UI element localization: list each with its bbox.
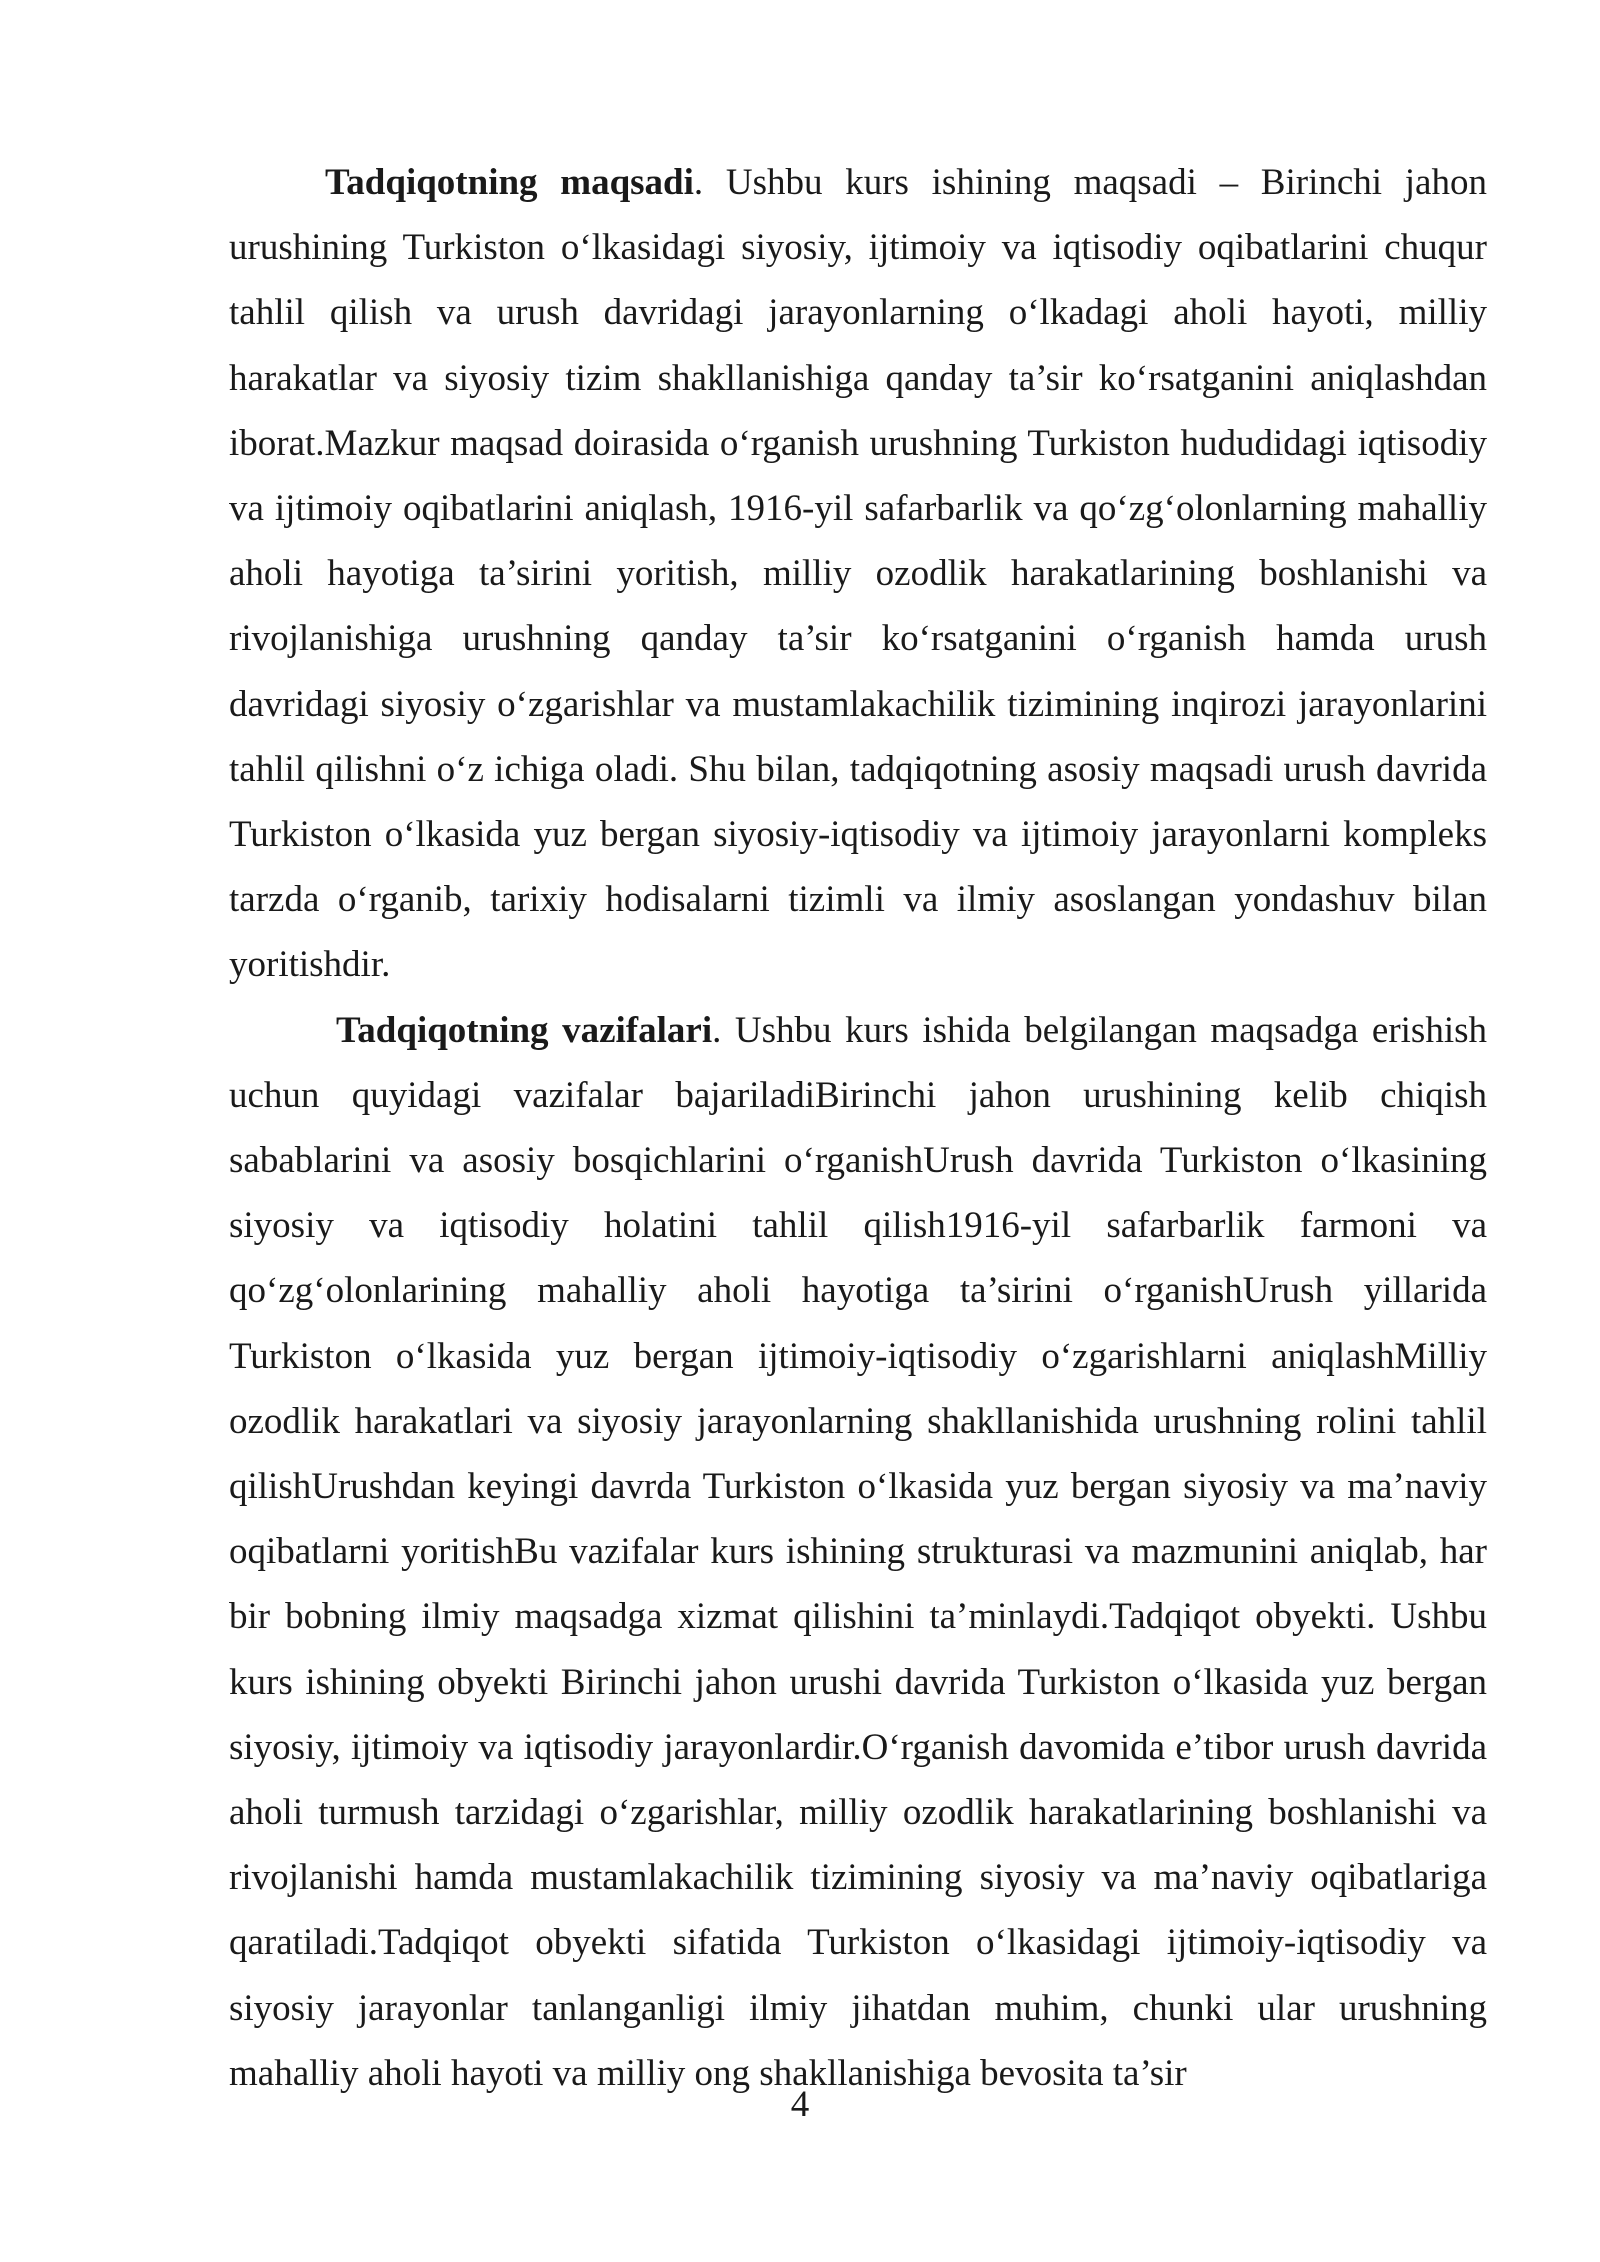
body-text	[229, 150, 1487, 2106]
paragraph-text: . Ushbu kurs ishida belgilangan maqsadga erishish uchun quyidagi vazifalar bajariladiBirinchi jahon urushining kelib chiqish sabablarini va asosiy bosqichlarini o‘rganishUrush davrida Turkiston o‘lkasining siyosiy va iqtisodiy holatini tahlil qilish1916-yil safarbarlik farmoni va qo‘zg‘olonlarining mahalliy aholi hayotiga ta’sirini o‘rganishUrush yillarida Turkiston o‘lkasida yuz bergan ijtimoiy-iqtisodiy o‘zgarishlarni aniqlashMilliy ozodlik harakatlari va siyosiy jarayonlarning shakllanishida urushning rolini tahlil qilishUrushdan keyingi davrda Turkiston o‘lkasida yuz bergan siyosiy va ma’naviy oqibatlarni yoritishBu vazifalar kurs ishining strukturasi va mazmunini aniqlab, har bir bobning ilmiy maqsadga xizmat qilishini ta’minlaydi.Tadqiqot obyekti. Ushbu kurs ishining obyekti Birinchi jahon urushi davrida Turkiston o‘lkasida yuz bergan siyosiy, ijtimoiy va iqtisodiy jarayonlardir.O‘rganish davomida e’tibor urush davrida aholi turmush tarzidagi o‘zgarishlar, milliy ozodlik harakatlarining boshlanishi va rivojlanishi hamda mustamlakachilik tizimining siyosiy va ma’naviy oqibatlariga qaratiladi.Tadqiqot obyekti sifatida Turkiston o‘lkasidagi ijtimoiy-iqtisodiy va siyosiy jarayonlar tanlanganligi ilmiy jihatdan muhim, chunki ular urushning mahalliy aholi hayoti va milliy ong shakllanishiga bevosita ta’sir	[229, 1009, 1488, 2094]
paragraph-text: . Ushbu kurs ishining maqsadi – Birinchi jahon urushining Turkiston o‘lkasidagi siyosiy, ijtimoiy va iqtisodiy oqibatlarini chuqur tahlil qilish va urush davridagi jarayonlarning o‘lkadagi aholi hayoti, milliy harakatlar va siyosiy tizim shakllanishiga qanday ta’sir ko‘rsatganini aniqlashdan iborat.Mazkur maqsad doirasida o‘rganish urushning Turkiston hududidagi iqtisodiy va ijtimoiy oqibatlarini aniqlash, 1916-yil safarbarlik va qo‘zg‘olonlarning mahalliy aholi hayotiga ta’sirini yoritish, milliy ozodlik harakatlarining boshlanishi va rivojlanishiga urushning qanday ta’sir ko‘rsatganini o‘rganish hamda urush davridagi siyosiy o‘zgarishlar va mustamlakachilik tizimining inqirozi jarayonlarini tahlil qilishni o‘z ichiga oladi. Shu bilan, tadqiqotning asosiy maqsadi urush davrida Turkiston o‘lkasida yuz bergan siyosiy-iqtisodiy va ijtimoiy jarayonlarni kompleks tarzda o‘rganib, tarixiy hodisalarni tizimli va ilmiy asoslangan yondashuv bilan yoritishdir.	[229, 162, 1487, 986]
heading-research-goal: Tadqiqotning maqsadi	[325, 162, 694, 203]
paragraph-research-goal	[229, 150, 1487, 998]
paragraph-research-tasks	[229, 998, 1487, 2106]
page-number: 4	[790, 2084, 810, 2125]
heading-research-tasks: Tadqiqotning vazifalari	[336, 1009, 713, 1051]
